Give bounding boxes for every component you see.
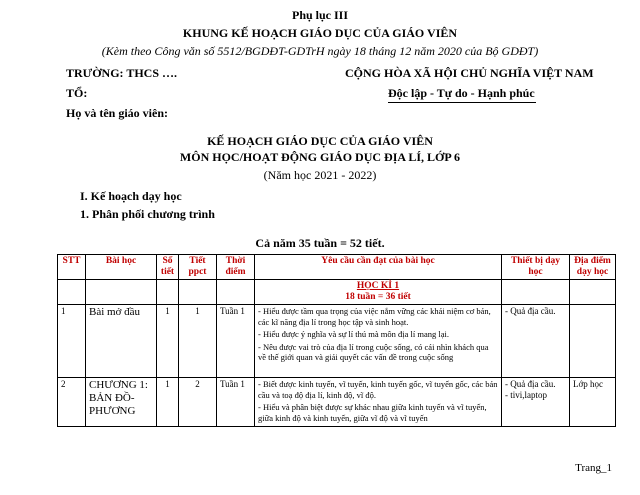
total-periods: Cả năm 35 tuần = 52 tiết. (255, 236, 385, 250)
nation-name: CỘNG HÒA XÃ HỘI CHỦ NGHĨA VIỆT NAM (345, 66, 594, 80)
plan-title: KẾ HOẠCH GIÁO DỤC CỦA GIÁO VIÊN (207, 134, 433, 148)
row-time: Tuần 1 (217, 305, 255, 378)
row-location: Lớp học (570, 378, 616, 427)
row-location (570, 305, 616, 378)
row-stt: 1 (58, 305, 86, 378)
requirement-item: - Hiểu được tầm qua trọng của việc nắm vững các khái niệm cơ bản, các kĩ năng địa lí trong học tập và sinh hoạt. (258, 306, 491, 327)
motto: Độc lập - Tự do - Hạnh phúc (388, 86, 535, 100)
school-year: (Năm học 2021 - 2022) (263, 168, 377, 182)
header-requirements: Yêu cầu cần đạt của bài học (255, 255, 502, 280)
table-row (58, 305, 616, 378)
plan-subject: MÔN HỌC/HOẠT ĐỘNG GIÁO DỤC ĐỊA LÍ, LỚP 6 (179, 150, 461, 164)
requirement-item: - Hiểu và phân biệt được sự khác nhau giữa kinh tuyến và vĩ tuyến, giữa kinh độ và kinh tuyến, giữa vĩ độ và vĩ tuyến (258, 402, 487, 423)
semester-label: HỌC KÌ 1 (356, 281, 400, 291)
row-equipment: - Quả địa cầu. - tivi,laptop (502, 378, 570, 427)
row-periods: 1 (157, 378, 179, 427)
requirement-item: - Nêu được vai trò của địa lí trong cuộc sống, có cái nhìn khách qua về thế giới quan và giải quyết các vấn đề trong cuộc sống (258, 341, 489, 362)
row-lesson: Bài mở đầu (86, 305, 157, 378)
row-lesson: CHƯƠNG 1: BẢN ĐỒ- PHƯƠNG (86, 378, 157, 427)
header-equipment: Thiết bị dạy học (502, 255, 570, 280)
page-number: Trang_1 (575, 462, 612, 474)
semester-detail: 18 tuần = 36 tiết (345, 292, 411, 302)
header-location: Địa điểm dạy học (570, 255, 616, 280)
section-heading: I. Kế hoạch dạy học (80, 189, 182, 203)
row-stt: 2 (58, 378, 86, 427)
header-ppct: Tiết ppct (179, 255, 217, 280)
group-name: TỔ: (66, 86, 88, 100)
row-time: Tuần 1 (217, 378, 255, 427)
row-periods: 1 (157, 305, 179, 378)
row-ppct: 2 (179, 378, 217, 427)
requirement-item: - Biết được kinh tuyến, vĩ tuyến, kinh tuyến gốc, vĩ tuyến gốc, các bán cầu và toạ độ địa lí, kinh độ, vĩ độ. (258, 379, 498, 400)
header-time: Thời điểm (217, 255, 255, 280)
requirement-item: - Hiểu được ý nghĩa và sự lí thú mà môn địa lí mang lại. (258, 329, 449, 339)
document-title: KHUNG KẾ HOẠCH GIÁO DỤC CỦA GIÁO VIÊN (182, 26, 458, 40)
teacher-name-label: Họ và tên giáo viên: (66, 106, 168, 120)
curriculum-table (57, 254, 616, 427)
row-requirements (255, 305, 502, 378)
row-equipment: - Quả địa cầu. (502, 305, 570, 378)
appendix-label: Phụ lục III (291, 8, 349, 22)
school-name: TRƯỜNG: THCS …. (66, 66, 178, 80)
subsection-heading: 1. Phân phối chương trình (80, 207, 215, 221)
document-subtitle: (Kèm theo Công văn số 5512/BGDĐT-GDTrH ngày 18 tháng 12 năm 2020 của Bộ GDĐT) (101, 44, 539, 58)
header-periods: Số tiết (157, 255, 179, 280)
row-ppct: 1 (179, 305, 217, 378)
semester-row (58, 280, 616, 305)
table-row (58, 378, 616, 427)
header-lesson: Bài học (86, 255, 157, 280)
header-stt: STT (58, 255, 86, 280)
table-header-row (58, 255, 616, 280)
row-requirements (255, 378, 502, 427)
motto-underline (388, 102, 536, 103)
